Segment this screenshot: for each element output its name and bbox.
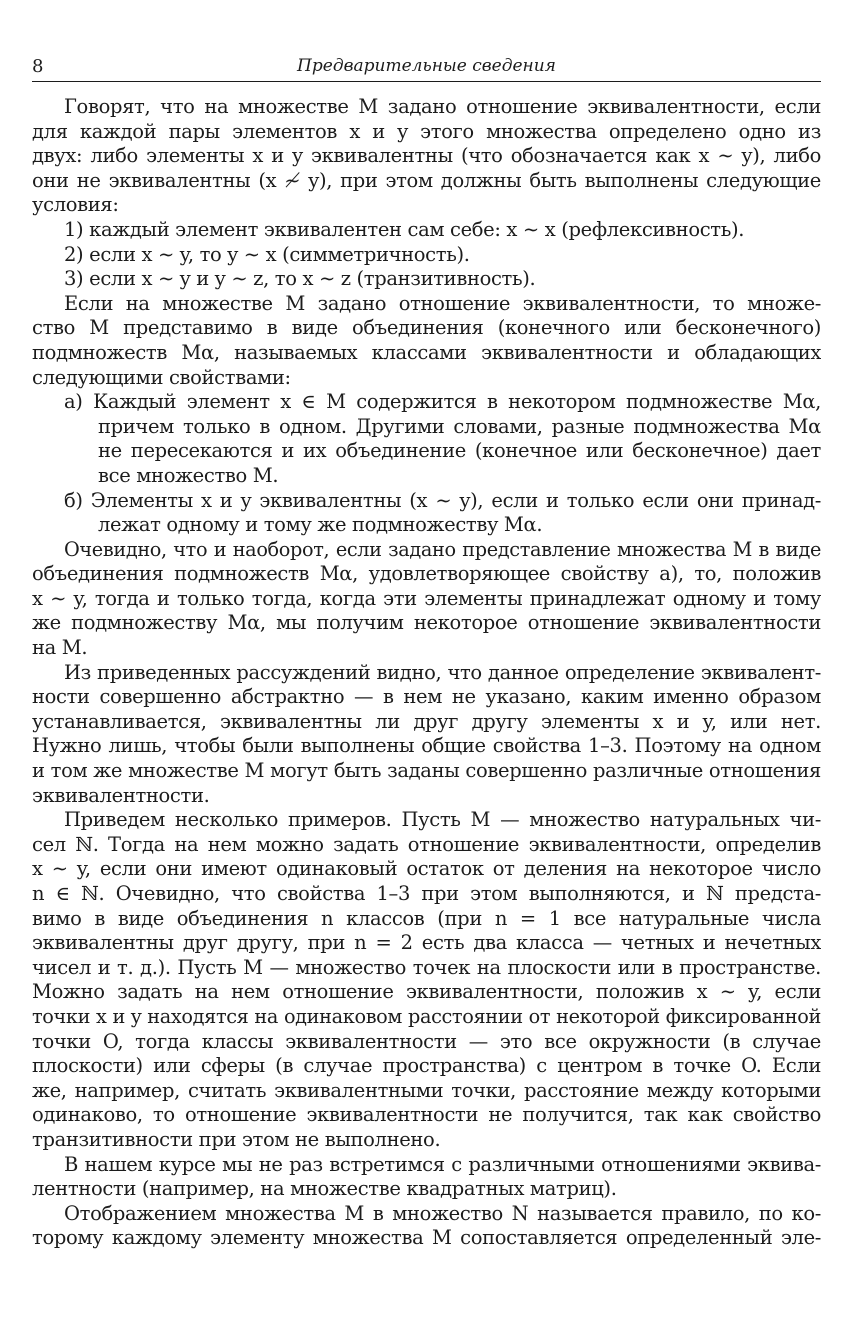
page-body xyxy=(32,95,821,1251)
list-item-continuation: все множество M. xyxy=(98,463,279,487)
list-item-continuation: лежат одному и тому же подмножеству Mα. xyxy=(98,513,543,537)
text-line: Можно задать на нем отношение эквивалентности, положив x ∼ y, если xyxy=(32,980,821,1004)
text-line: ство M представимо в виде объединения (конечного или бесконечного) xyxy=(32,316,821,340)
text-line: Говорят, что на множестве M задано отношение эквивалентности, если xyxy=(64,95,821,118)
list-item: 1) каждый элемент эквивалентен сам себе: x ∼ x (рефлексивность). xyxy=(64,217,745,241)
text-line: эквивалентны друг другу, при n = 2 есть два класса — четных и нечетных xyxy=(32,931,821,955)
text-line: x ∼ y, тогда и только тогда, когда эти элементы принадлежат одному и тому xyxy=(32,586,821,610)
text-line: лентности (например, на множестве квадратных матриц). xyxy=(32,1177,617,1201)
text-line: устанавливается, эквивалентны ли друг другу элементы x и y, или нет. xyxy=(32,709,821,733)
text-line: же, например, считать эквивалентными точки, расстояние между которыми xyxy=(32,1078,821,1102)
text-line: Отображением множества M в множество N называется правило, по ко- xyxy=(64,1201,821,1225)
text-line: и том же множестве M могут быть заданы совершенно различные отношения xyxy=(32,759,821,783)
text-line: торому каждому элементу множества M сопоставляется определенный эле- xyxy=(32,1226,821,1250)
text-line: транзитивности при этом не выполнено. xyxy=(32,1127,441,1151)
text-line: n ∈ ℕ. Очевидно, что свойства 1–3 при этом выполняются, и ℕ предста- xyxy=(32,882,821,905)
text-line: точки O, тогда классы эквивалентности — это все окружности (в случае xyxy=(32,1029,821,1053)
list-item-continuation: не пересекаются и их объединение (конечное или бесконечное) дает xyxy=(98,439,821,463)
text-line: вимо в виде объединения n классов (при n = 1 все натуральные числа xyxy=(32,906,821,930)
text-line: двух: либо элементы x и y эквивалентны (что обозначается как x ∼ y), либо xyxy=(32,144,821,168)
page-number: 8 xyxy=(32,56,44,77)
text-line: же подмножеству Mα, мы получим некоторое отношение эквивалентности xyxy=(32,611,821,635)
text-line: Приведем несколько примеров. Пусть M — множество натуральных чи- xyxy=(64,808,821,832)
text-line: на M. xyxy=(32,636,88,660)
text-line: В нашем курсе мы не раз встретимся с различными отношениями эквива- xyxy=(64,1152,821,1176)
text-line: Если на множестве M задано отношение эквивалентности, то множе- xyxy=(64,291,821,315)
text-line: объединения подмножеств Mα, удовлетворяющее свойству а), то, положив xyxy=(32,562,821,586)
text-line: Нужно лишь, чтобы были выполнены общие свойства 1–3. Поэтому на одном xyxy=(32,734,821,758)
text-line: точки x и y находятся на одинаковом расстоянии от некоторой фиксированной xyxy=(32,1004,821,1028)
text-line: чисел и т. д.). Пусть M — множество точек на плоскости или в пространстве. xyxy=(32,955,821,979)
text-line: Очевидно, что и наоборот, если задано представление множества M в виде xyxy=(64,537,821,561)
text-line: плоскости) или сферы (в случае пространства) с центром в точке O. Если xyxy=(32,1054,821,1078)
running-title: Предварительные сведения xyxy=(297,56,556,76)
text-line: Из приведенных рассуждений видно, что данное определение эквивалент- xyxy=(64,660,821,684)
text-line: они не эквивалентны (x ≁ y), при этом должны быть выполнены следующие xyxy=(32,168,821,192)
list-item: б) Элементы x и y эквивалентны (x ∼ y), если и только если они принад- xyxy=(64,488,821,512)
list-item: а) Каждый элемент x ∈ M содержится в некотором подмножестве Mα, xyxy=(64,390,821,414)
header-rule xyxy=(32,81,821,82)
list-item: 3) если x ∼ y и y ∼ z, то x ∼ z (транзитивность). xyxy=(64,267,536,291)
text-line: условия: xyxy=(32,193,119,217)
text-line: x ∼ y, если они имеют одинаковый остаток от деления на некоторое число xyxy=(32,857,821,881)
text-line: ности совершенно абстрактно — в нем не указано, каким именно образом xyxy=(32,685,821,709)
text-line: одинаково, то отношение эквивалентности не получится, так как свойство xyxy=(32,1103,821,1127)
text-line: сел ℕ. Тогда на нем можно задать отношение эквивалентности, определив xyxy=(32,832,821,856)
text-line: для каждой пары элементов x и y этого множества определено одно из xyxy=(32,119,821,143)
text-line: следующими свойствами: xyxy=(32,365,291,389)
text-line: эквивалентности. xyxy=(32,783,210,807)
running-header xyxy=(32,56,821,78)
list-item: 2) если x ∼ y, то y ∼ x (симметричность). xyxy=(64,242,470,266)
text-line: подмножеств Mα, называемых классами эквивалентности и обладающих xyxy=(32,340,821,364)
list-item-continuation: причем только в одном. Другими словами, разные подмножества Mα xyxy=(98,414,821,438)
